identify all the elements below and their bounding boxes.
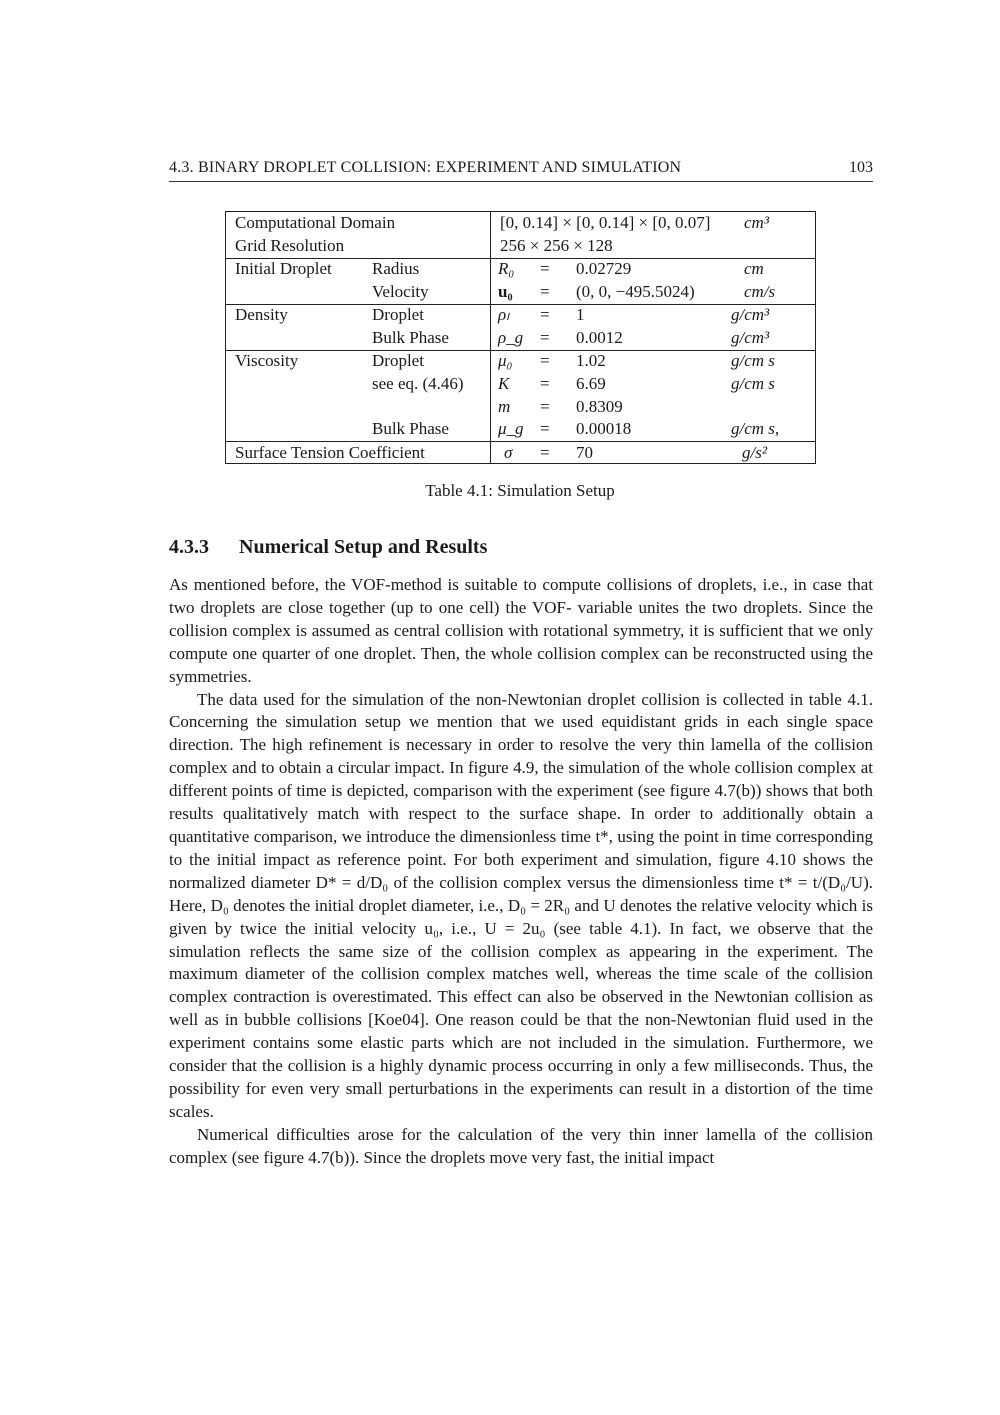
table-cell: 6.69 — [576, 374, 606, 393]
table-cell: σ — [504, 443, 513, 462]
simulation-setup-table — [225, 211, 816, 464]
table-cell: = — [540, 259, 550, 278]
running-title: 4.3. BINARY DROPLET COLLISION: EXPERIMENT AND SIMULATION — [169, 159, 682, 176]
running-header — [169, 157, 873, 182]
section-title: Numerical Setup and Results — [239, 536, 488, 558]
table-cell: g/s² — [742, 443, 767, 462]
table-cell: cm — [744, 259, 764, 278]
table-cell: u₀ — [498, 282, 513, 301]
body-text — [169, 574, 873, 1170]
table-rule — [226, 304, 815, 305]
table-cell: = — [540, 443, 550, 462]
table-cell: Bulk Phase — [372, 419, 449, 438]
table-cell: see eq. (4.46) — [372, 374, 464, 393]
table-cell: = — [540, 282, 550, 301]
table-cell: = — [540, 397, 550, 416]
table-cell: = — [540, 305, 550, 324]
table-cell: Grid Resolution — [235, 236, 345, 255]
table-cell: g/cm³ — [731, 328, 770, 347]
paragraph: Numerical difficulties arose for the calculation of the very thin inner lamella of the collision complex (see figure 4.7(b)). Since the droplets move very fast, the initial impact — [169, 1124, 873, 1167]
table-cell: = — [540, 328, 550, 347]
table-cell: 0.00018 — [576, 419, 632, 438]
section-number: 4.3.3 — [169, 536, 209, 558]
table-cell: m — [498, 397, 511, 416]
table-cell: cm/s — [744, 282, 776, 301]
paragraph: The data used for the simulation of the non-Newtonian droplet collision is collected in table 4.1. Concerning the simulation setup we mention that we used equidistant grids in each single space direction. The high refinement is necessary in order to resolve the very thin lamella of the collision complex and to obtain a circular impact. In figure 4.9, the simulation of the whole collision complex at different points of time is depicted, comparison with the experiment (see figure 4.7(b)) shows that both results qualitatively match with respect to the surface shape. In order to additionally obtain a quantitative comparison, we introduce the dimensionless time t*, using the point in time corresponding to the initial impact as reference point. For both experiment and simulation, figure 4.10 shows the normalized diameter D* = d/D₀ of the collision complex versus the dimensionless time t* = t/(D₀/U). Here, D₀ denotes the initial droplet diameter, i.e., D₀ = 2R₀ and U denotes the relative velocity which is given by twice the initial velocity u₀, i.e., U = 2u₀ (see table 4.1). In fact, we observe that the simulation reflects the same size of the collision complex as appearing in the experiment. The maximum diameter of the collision complex matches well, whereas the time scale of the collision complex contraction is overestimated. This effect can also be observed in the Newtonian collision as well as in bubble collisions [Koe04]. One reason could be that the non-Newtonian fluid used in the experiment contains some elastic parts which are not included in the simulation. Furthermore, we consider that the collision is a highly dynamic process occurring in only a few milliseconds. Thus, the possibility for even very small perturbations in the experiments can result in a distortion of the time scales. — [169, 689, 873, 1121]
table-cell: 1.02 — [576, 351, 606, 370]
table-cell: 0.0012 — [576, 328, 623, 347]
table-cell: g/cm s, — [731, 419, 780, 438]
table-cell: Viscosity — [235, 351, 299, 370]
table-cell: Computational Domain — [235, 213, 396, 232]
table-cell: Droplet — [372, 305, 424, 324]
table-cell: (0, 0, −495.5024) — [576, 282, 695, 301]
table-cell: = — [540, 374, 550, 393]
table-cell: 1 — [576, 305, 585, 324]
table-cell: 0.8309 — [576, 397, 623, 416]
table-cell: cm³ — [744, 213, 769, 232]
table-cell: Radius — [372, 259, 420, 278]
paragraph: As mentioned before, the VOF-method is suitable to compute collisions of droplets, i.e., in case that two droplets are close together (up to one cell) the VOF- variable unites the two droplets. Since the collision complex is assumed as central collision with rotational symmetry, it is sufficient that we only compute one quarter of one droplet. Then, the whole collision complex can be reconstructed using the symmetries. — [169, 575, 873, 686]
table-cell: μ₀ — [498, 351, 513, 370]
table-cell: g/cm s — [731, 374, 775, 393]
table-cell: μ_g — [498, 419, 524, 438]
table-cell: 256 × 256 × 128 — [500, 236, 613, 255]
table-cell: Surface Tension Coefficient — [235, 443, 425, 462]
table-cell: K — [498, 374, 510, 393]
table-rule — [226, 350, 815, 351]
section-heading — [169, 536, 487, 559]
table-cell: g/cm s — [731, 351, 775, 370]
page-number: 103 — [849, 159, 873, 176]
table-caption: Table 4.1: Simulation Setup — [425, 481, 615, 500]
table-cell: ρₗ — [498, 305, 509, 324]
table-cell: Droplet — [372, 351, 424, 370]
table-column-rule — [490, 212, 491, 463]
table-cell: = — [540, 419, 550, 438]
table-cell: [0, 0.14] × [0, 0.14] × [0, 0.07] — [500, 213, 711, 232]
table-cell: = — [540, 351, 550, 370]
table-cell: R₀ — [498, 259, 515, 278]
table-cell: g/cm³ — [731, 305, 770, 324]
table-cell: Velocity — [372, 282, 429, 301]
table-cell: 0.02729 — [576, 259, 632, 278]
table-cell: Bulk Phase — [372, 328, 449, 347]
table-cell: Initial Droplet — [235, 259, 332, 278]
table-cell: Density — [235, 305, 288, 324]
table-cell: ρ_g — [498, 328, 524, 347]
table-cell: 70 — [576, 443, 593, 462]
